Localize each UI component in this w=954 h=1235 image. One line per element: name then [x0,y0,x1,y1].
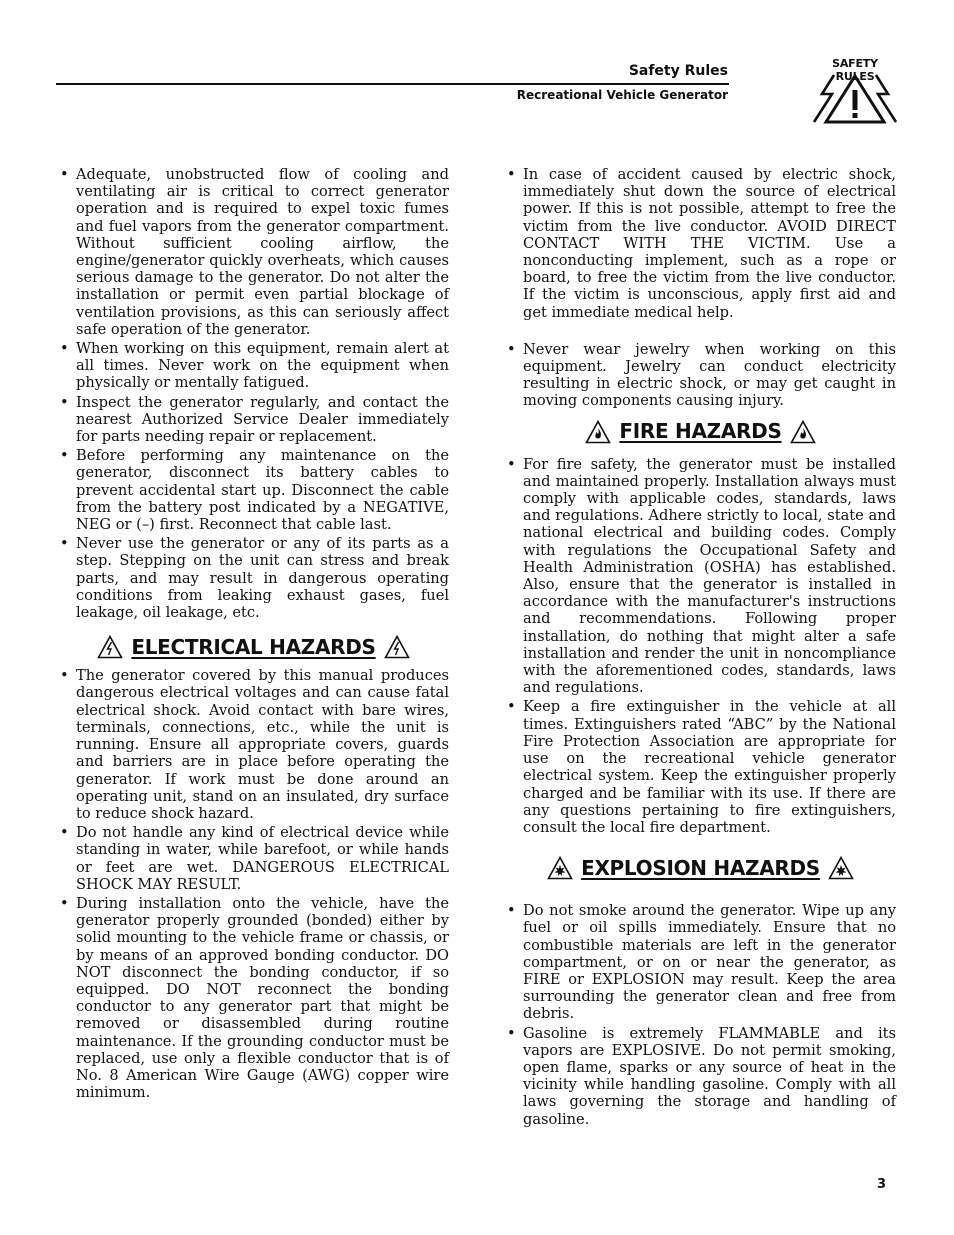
fire-hazards-heading [505,420,896,444]
list-item: • Do not handle any kind of electrical device while standing in water, while barefoot, or while hands or feet are wet. DANGEROUS ELECTRICAL SHOCK MAY RESULT. [58,824,449,893]
explosion-hazards-heading [505,856,896,880]
list-item: • Keep a fire extinguisher in the vehicle at all times. Extinguishers rated “ABC” by the National Fire Protection Association are appropriate for use on the recreational vehicle generator electrical system. Keep the extinguisher properly charged and be familiar with its use. If there are any questions pertaining to fire extinguishers, consult the local fire department. [505,698,896,836]
general-safety-list [58,166,449,621]
list-item: • When working on this equipment, remain alert at all times. Never work on the equipment when physically or mentally fatigued. [58,340,449,392]
safety-rules-badge-label: SAFETY RULES [832,57,878,83]
list-item: • Adequate, unobstructed flow of cooling and ventilating air is critical to correct generator operation and is required to expel toxic fumes and fuel vapors from the generator compartment. Without sufficient cooling airflow, the engine/generator quickly overheats, which causes serious damage to the generator. Do not alter the installation or permit even partial blockage of ventilation provisions, as this can seriously affect safe operation of the generator. [58,166,449,338]
electrical-hazards-list [58,667,449,1101]
list-item: • Never use the generator or any of its parts as a step. Stepping on the unit can stress and break parts, and may result in dangerous operating conditions from leaking exhaust gases, fuel leakage, oil leakage, etc. [58,535,449,621]
fire-hazards-title: FIRE HAZARDS [619,419,782,444]
list-item: • During installation onto the vehicle, have the generator properly grounded (bonded) either by solid mounting to the vehicle frame or chassis, or by means of an approved bonding conductor. DO NOT disconnect the bonding conductor, if so equipped. DO NOT reconnect the bonding conductor to any generator part that might be removed or disassembled during routine maintenance. If the grounding conductor must be replaced, use only a flexible conductor that is of No. 8 American Wire Gauge (AWG) copper wire minimum. [58,895,449,1101]
list-item: • In case of accident caused by electric shock, immediately shut down the source of electrical power. If this is not possible, attempt to free the victim from the live conductor. AVOID DIRECT CONTACT WITH THE VICTIM. Use a nonconducting implement, such as a rope or board, to free the victim from the live conductor. If the victim is unconscious, apply first aid and get immediate medical help. [505,166,896,321]
page-number: 3 [877,1177,887,1192]
explosion-warning-icon [547,856,573,880]
list-item: • Never wear jewelry when working on this equipment. Jewelry can conduct electricity resulting in electric shock, or may get caught in moving components causing injury. [505,341,896,410]
header-subtitle: Recreational Vehicle Generator [516,88,728,102]
list-item: • For fire safety, the generator must be installed and maintained properly. Installation always must comply with applicable codes, standards, laws and regulations. Adhere strictly to local, state and national electrical and building codes. Comply with regulations the Occupational Safety and Health Administration (OSHA) has established. Also, ensure that the generator is installed in accordance with the manufacturer's instructions and recommendations. Following proper installation, do nothing that might alter a safe installation and render the unit in noncompliance with the aforementioned codes, standards, laws and regulations. [505,456,896,697]
explosion-warning-icon [828,856,854,880]
header-title: Safety Rules [628,63,728,79]
electrical-hazards-title: ELECTRICAL HAZARDS [131,634,376,659]
list-item: • The generator covered by this manual produces dangerous electrical voltages and can cause fatal electrical shock. Avoid contact with bare wires, terminals, connections, etc., while the unit is running. Ensure all appropriate covers, guards and barriers are in place before operating the generator. If work must be done around an operating unit, stand on an insulated, dry surface to reduce shock hazard. [58,667,449,822]
list-item: • Gasoline is extremely FLAMMABLE and its vapors are EXPLOSIVE. Do not permit smoking, open flame, sparks or any source of heat in the vicinity while handling gasoline. Comply with all laws governing the storage and handling of gasoline. [505,1025,896,1128]
list-item: • Do not smoke around the generator. Wipe up any fuel or oil spills immediately. Ensure that no combustible materials are left in the generator compartment, or on or near the generator, as FIRE or EXPLOSION may result. Keep the area surrounding the generator clean and free from debris. [505,902,896,1022]
electric-shock-list [505,166,896,410]
fire-warning-icon [790,420,816,444]
electrical-warning-icon [384,635,410,659]
fire-hazards-list [505,456,896,836]
header-divider [56,83,729,85]
left-column [58,166,449,1103]
explosion-hazards-title: EXPLOSION HAZARDS [581,855,820,880]
list-item: • Inspect the generator regularly, and contact the nearest Authorized Service Dealer immediately for parts needing repair or replacement. [58,394,449,446]
fire-warning-icon [585,420,611,444]
electrical-hazards-heading [58,635,449,659]
list-item: • Before performing any maintenance on the generator, disconnect its battery cables to prevent accidental start up. Disconnect the cable from the battery post indicated by a NEGATIVE, NEG or (–) first. Reconnect that cable last. [58,447,449,533]
explosion-hazards-list [505,902,896,1128]
electrical-warning-icon [97,635,123,659]
right-column [505,166,896,1130]
warning-lightning-icon [812,72,898,126]
